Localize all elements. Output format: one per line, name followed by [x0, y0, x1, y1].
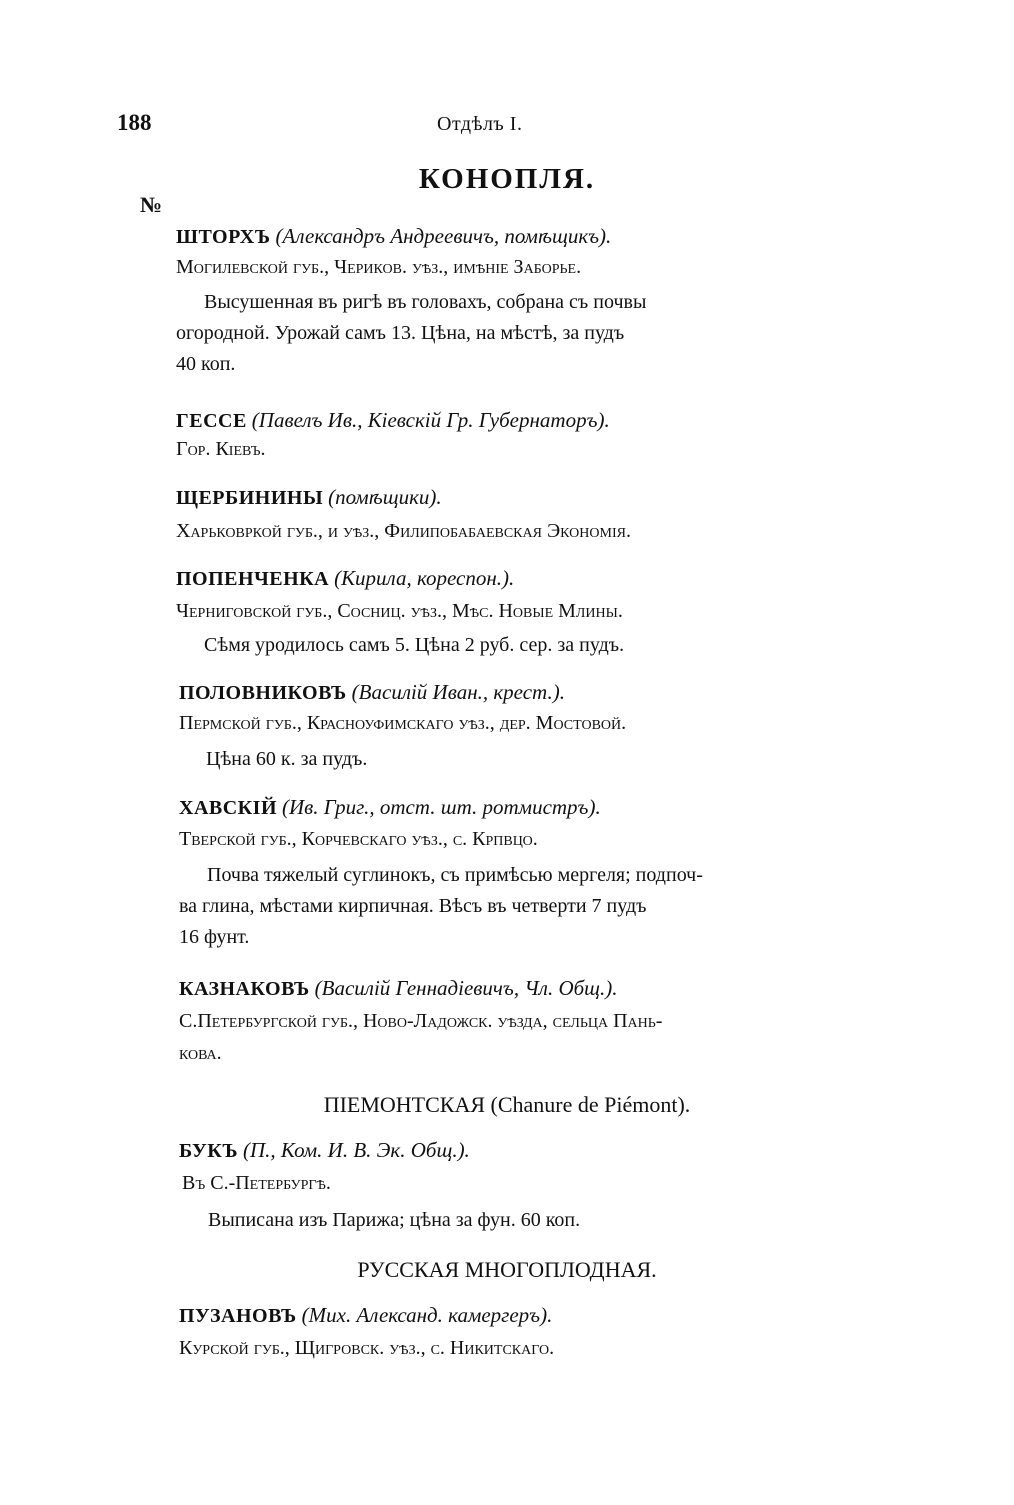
entry-name: [176, 224, 611, 249]
entry-location: Пермской губ., Красноуфимскаго уѣз., дер. Мостовой.: [179, 712, 627, 734]
entry-surname: ПОЛОВНИКОВЪ: [179, 682, 347, 704]
entry-location: Черниговской губ., Сосниц. уѣз., Мѣс. Новые Млины.: [176, 600, 623, 622]
entry-name: [179, 795, 601, 820]
entry-location-continued: кова.: [179, 1042, 222, 1064]
entry-location: Могилевской губ., Чериков. уѣз., имѣніе Заборье.: [176, 256, 582, 278]
running-head: Отдѣлъ I.: [437, 113, 523, 135]
section-title: КОНОПЛЯ.: [418, 163, 596, 195]
entry-note: [208, 1205, 886, 1236]
entry-details: (Мих. Александ. камергеръ).: [301, 1303, 553, 1327]
entry-name: [176, 485, 442, 510]
entry-surname: ПУЗАНОВЪ: [179, 1305, 297, 1327]
note-line: Цѣна 60 к. за пудъ.: [206, 748, 368, 770]
entry-surname: ПОПЕНЧЕНКА: [176, 568, 330, 590]
entry-surname: ЩЕРБИНИНЫ: [176, 487, 324, 509]
entry-name: [179, 976, 618, 1001]
entry-surname: ХАВСКІЙ: [179, 797, 278, 819]
entry-location: С.Петербургской губ., Ново-Ладожск. уѣзда, сельца Пань-: [179, 1010, 663, 1032]
entry-surname: БУКЪ: [179, 1140, 239, 1162]
entry-location: Курской губ., Щигровск. уѣз., с. Никитскаго.: [179, 1337, 555, 1359]
entry-details: (Василій Геннадіевичъ, Чл. Общ.).: [314, 976, 618, 1000]
note-line: огородной. Урожай самъ 13. Цѣна, на мѣстѣ, за пудъ: [176, 322, 625, 344]
entry-name: [179, 1138, 470, 1163]
entry-details: (П., Ком. И. В. Эк. Общ.).: [243, 1138, 470, 1162]
page-number: 188: [117, 110, 152, 135]
note-line: 40 коп.: [176, 353, 236, 375]
entry-surname: ШТОРХЪ: [176, 226, 271, 248]
entry-name: [176, 566, 514, 591]
note-line: 16 фунт.: [179, 926, 250, 948]
entry-details: (Александръ Андреевичъ, помѣщикъ).: [275, 224, 612, 248]
entry-details: (Ив. Григ., отст. шт. ротмистръ).: [282, 795, 601, 819]
entry-note: [176, 287, 854, 380]
numero-sign: №: [140, 192, 163, 217]
subheading-piemont: ПІЕМОНТСКАЯ (Chanure de Piémont).: [323, 1092, 691, 1117]
note-line: ва глина, мѣстами кирпичная. Вѣсъ въ четверти 7 пудъ: [179, 895, 647, 917]
entry-details: (Кирила, кореспон.).: [334, 566, 515, 590]
note-line: Сѣмя уродилось самъ 5. Цѣна 2 руб. сер. за пудъ.: [204, 634, 625, 656]
entry-note: [206, 744, 884, 775]
entry-details: (Павелъ Ив., Кіевскій Гр. Губернаторъ).: [251, 408, 610, 432]
entry-note: [204, 630, 882, 661]
entry-surname: КАЗНАКОВЪ: [179, 978, 310, 1000]
entry-location: Харьковркой губ., и уѣз., Филипобабаевская Экономія.: [176, 520, 631, 542]
subheading-russian: РУССКАЯ МНОГОПЛОДНАЯ.: [357, 1257, 657, 1282]
entry-location: Тверской губ., Корчевскаго уѣз., с. Крпвцо.: [179, 828, 538, 850]
note-line: Выписана изъ Парижа; цѣна за фун. 60 коп.: [208, 1209, 581, 1231]
entry-details: (Василій Иван., крест.).: [351, 680, 565, 704]
entry-details: (помѣщики).: [328, 485, 442, 509]
entry-name: [179, 680, 565, 705]
entry-name: [179, 1303, 552, 1328]
note-line: Высушенная въ ригѣ въ головахъ, собрана съ почвы: [204, 291, 647, 313]
entry-location: Гор. Кіевъ.: [176, 438, 266, 460]
note-line: Почва тяжелый суглинокъ, съ примѣсью мергеля; подпоч-: [207, 864, 703, 886]
entry-surname: ГЕССЕ: [176, 410, 247, 432]
entry-name: [176, 408, 610, 433]
entry-location: Въ С.-Петербургѣ.: [182, 1172, 331, 1194]
entry-note: [179, 860, 857, 953]
